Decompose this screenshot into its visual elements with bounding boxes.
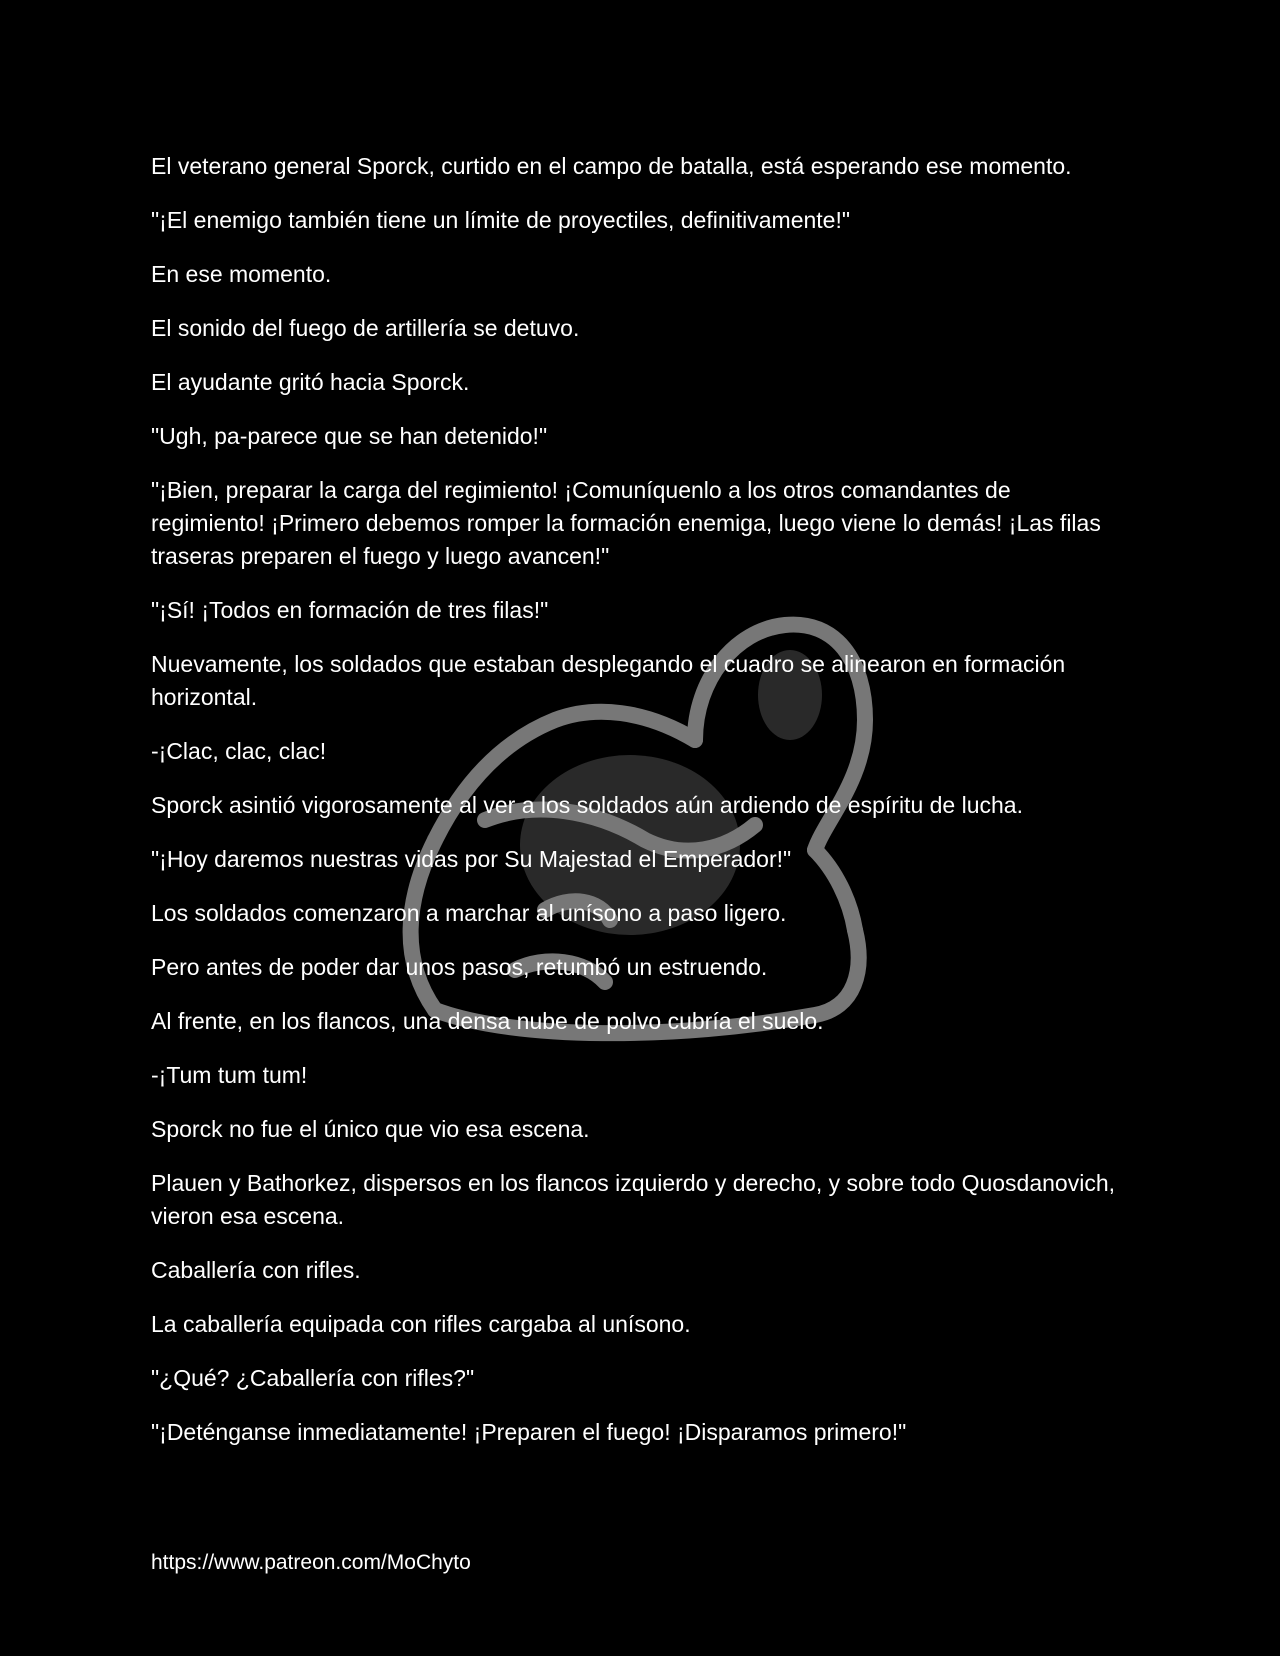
- paragraph: Caballería con rifles.: [151, 1257, 361, 1283]
- patreon-link[interactable]: https://www.patreon.com/MoChyto: [151, 1551, 471, 1574]
- paragraph: "¡El enemigo también tiene un límite de proyectiles, definitivamente!": [151, 207, 851, 233]
- paragraph: "¡Sí! ¡Todos en formación de tres filas!": [151, 597, 549, 623]
- chapter-text: [151, 150, 1121, 1470]
- paragraph: Al frente, en los flancos, una densa nube de polvo cubría el suelo.: [151, 1008, 824, 1034]
- paragraph: Sporck asintió vigorosamente al ver a los soldados aún ardiendo de espíritu de lucha.: [151, 792, 1023, 818]
- paragraph: "¡Bien, preparar la carga del regimiento! ¡Comuníquenlo a los otros comandantes de regimiento! ¡Primero debemos romper la formación enemiga, luego viene lo demás! ¡Las filas traseras preparen el fuego y luego avancen!": [151, 477, 1101, 569]
- paragraph: El veterano general Sporck, curtido en el campo de batalla, está esperando ese momento.: [151, 153, 1072, 179]
- paragraph: "¡Deténganse inmediatamente! ¡Preparen el fuego! ¡Disparamos primero!": [151, 1419, 907, 1445]
- paragraph: -¡Tum tum tum!: [151, 1062, 308, 1088]
- paragraph: En ese momento.: [151, 261, 332, 287]
- paragraph: "Ugh, pa-parece que se han detenido!": [151, 423, 548, 449]
- paragraph: "¿Qué? ¿Caballería con rifles?": [151, 1365, 475, 1391]
- paragraph: Sporck no fue el único que vio esa escena.: [151, 1116, 590, 1142]
- paragraph: "¡Hoy daremos nuestras vidas por Su Majestad el Emperador!": [151, 846, 792, 872]
- paragraph: Nuevamente, los soldados que estaban desplegando el cuadro se alinearon en formación horizontal.: [151, 651, 1066, 710]
- paragraph: Pero antes de poder dar unos pasos, retumbó un estruendo.: [151, 954, 768, 980]
- paragraph: La caballería equipada con rifles cargaba al unísono.: [151, 1311, 691, 1337]
- paragraph: Los soldados comenzaron a marchar al unísono a paso ligero.: [151, 900, 787, 926]
- paragraph: -¡Clac, clac, clac!: [151, 738, 327, 764]
- paragraph: El ayudante gritó hacia Sporck.: [151, 369, 470, 395]
- paragraph: Plauen y Bathorkez, dispersos en los flancos izquierdo y derecho, y sobre todo Quosdanovich, vieron esa escena.: [151, 1170, 1116, 1229]
- paragraph: El sonido del fuego de artillería se detuvo.: [151, 315, 580, 341]
